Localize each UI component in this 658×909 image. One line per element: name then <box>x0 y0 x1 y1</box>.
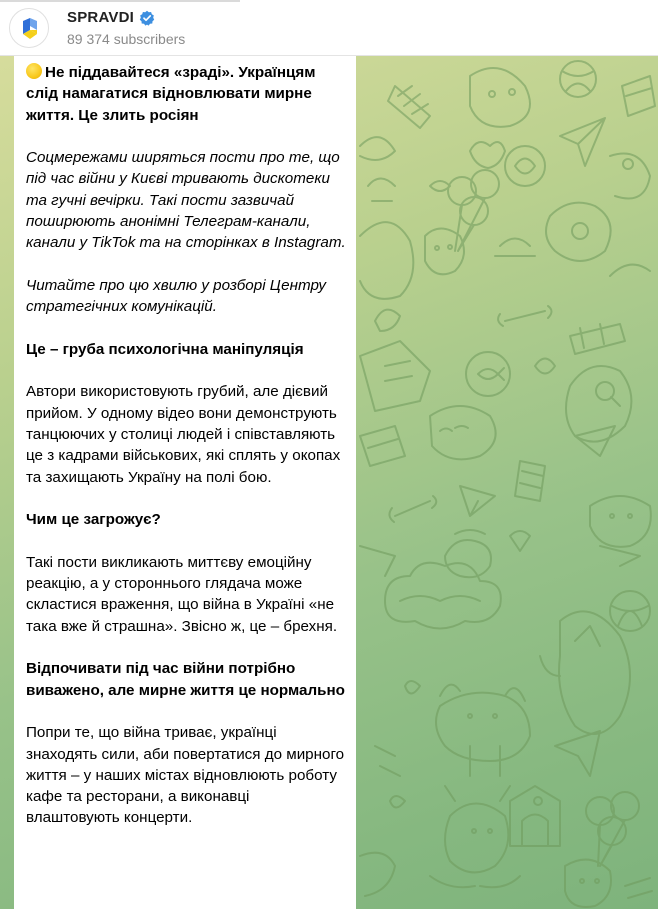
message-headline <box>26 62 346 126</box>
channel-header[interactable] <box>0 0 658 56</box>
headline-text: Не піддавайтеся «зраді». Українцям слід намагатися відновлювати мирне життя. Це злить росіян <box>26 64 316 124</box>
message-paragraph-italic-1: Соцмережами ширяться пости про те, що під час війни у Києві тривають дискотеки та гучні вечірки. Такі пости зазвичай поширюють анонімні Телеграм-канали, канали у TikTok та на сторінках в Instagram. <box>26 149 346 252</box>
message-paragraph-italic-2: Читайте про цю хвилю у розборі Центру стратегічних комунікацій. <box>26 276 326 316</box>
message-paragraph-1: Автори використовують грубий, але дієвий прийом. У одному відео вони демонструють танцюючих у столиці людей і співставляють це з кадрами військових, які сплять у окопах та захищають Україну на полі бою. <box>26 383 341 486</box>
spravdi-logo-icon[interactable] <box>9 8 49 48</box>
channel-title[interactable] <box>67 9 155 26</box>
subscriber-count: 89 374 subscribers <box>67 31 186 47</box>
channel-name: SPRAVDI <box>67 9 134 26</box>
message-paragraph-2: Такі пости викликають миттєву емоційну реакцію, а у стороннього глядача може скластися враження, що війна в Україні «не така вже й страшна». Звісно ж, це – брехня. <box>26 553 338 635</box>
message-bubble[interactable] <box>14 56 356 909</box>
message-paragraph-3: Попри те, що війна триває, українці знаходять сили, аби повертатися до мирного життя – у наших містах відновлюють роботу кафе та ресторани, а виконавці влаштовують концерти. <box>26 724 345 827</box>
verified-check-icon <box>139 10 155 26</box>
section-heading-3: Відпочивати під час війни потрібно виважено, але мирне життя це нормально <box>26 660 345 699</box>
header-divider <box>0 0 240 2</box>
section-heading-1: Це – груба психологічна маніпуляція <box>26 340 304 358</box>
yellow-circle-emoji-icon <box>26 63 42 79</box>
section-heading-2: Чим це загрожує? <box>26 511 161 529</box>
